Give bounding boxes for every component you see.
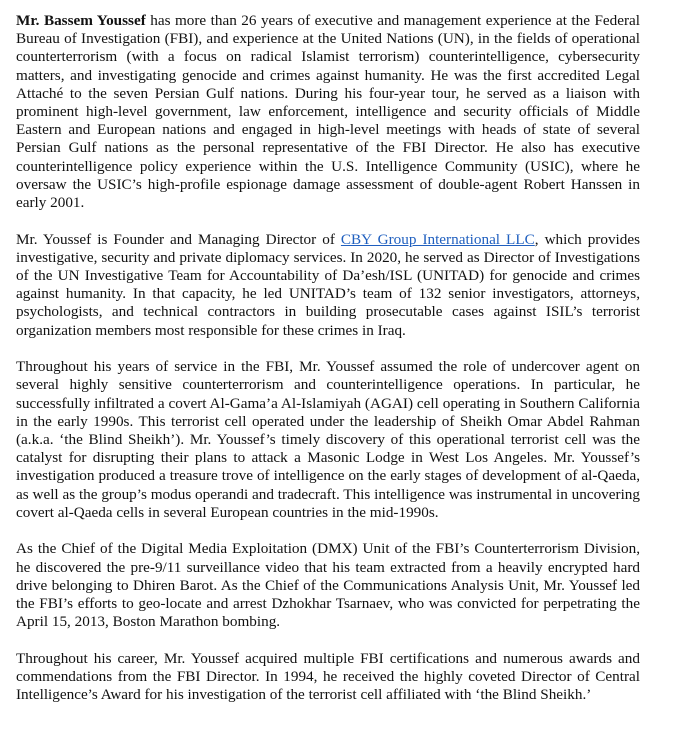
bio-paragraph-intro [16,12,640,212]
founder-text-after-link: , which provides investigative, security and private diplomacy services. In 2020, he served as Director of Investigations of the UN Investigative Team for Accountability of Da’esh/ISL (UNITAD) for genocide and crimes against humanity. In that capacity, he led UNITAD’s team of 132 senior investigators, attorneys, psychologists, and technical contractors in building prosecutable cases against ISIL’s terrorist organization members most responsible for these crimes in Iraq. [16,230,641,339]
awards-text: Throughout his career, Mr. Youssef acquired multiple FBI certifications and numerous awards and commendations from the FBI Director. In 1994, he received the highly coveted Director of Central Intelligence’s Award for his investigation of the terrorist cell affiliated with ‘the Blind Sheikh.’ [16,649,640,704]
bio-paragraph-dmx-unit [16,540,640,631]
undercover-text: Throughout his years of service in the FBI, Mr. Youssef assumed the role of undercover agent on several highly sensitive counterterrorism and counterintelligence operations. In particular, he successfully infiltrated a covert Al-Gama’a Al-Islamiyah (AGAI) cell operating in Southern California in the early 1990s. This terrorist cell operated under the leadership of Sheikh Omar Abdel Rahman (a.k.a. ‘the Blind Sheikh’). Mr. Youssef’s timely discovery of this operational terrorist cell was the catalyst for disrupting their plans to attack a Masonic Lodge in West Los Angeles. Mr. Youssef’s investigation produced a treasure trove of intelligence on the early stages of development of al-Qaeda, as well as the group’s modus operandi and tradecraft. This intelligence was instrumental in uncovering covert al-Qaeda cells in several European countries in the mid-1990s. [16,358,640,521]
dmx-unit-text: As the Chief of the Digital Media Exploitation (DMX) Unit of the FBI’s Counterterrorism Division, he discovered the pre-9/11 surveillance video that his team extracted from a heavily encrypted hard drive belonging to Dhiren Barot. As the Chief of the Communications Analysis Unit, Mr. Youssef led the FBI’s efforts to geo-locate and arrest Dzhokhar Tsarnaev, who was convicted for perpetrating the April 15, 2013, Boston Marathon bombing. [16,540,640,631]
bio-paragraph-founder [16,231,640,340]
bio-paragraph-awards [16,650,640,705]
company-link[interactable]: CBY Group International LLC [340,230,535,248]
biography-document [16,12,640,704]
intro-text: has more than 26 years of executive and management experience at the Federal Bureau of Investigation (FBI), and experience at the United Nations (UN), in the fields of operational counterterrorism (with a focus on radical Islamist terrorism) counterintelligence, cybersecurity matters, and investigating genocide and crimes against humanity. He was the first accredited Legal Attaché to the seven Persian Gulf nations. During his four-year tour, he served as a liaison with prominent high-level government, law enforcement, intelligence and security officials of Middle Eastern and European nations and engaged in high-level meetings with heads of state of several Persian Gulf nations as the personal representative of the FBI Director. He also has executive counterintelligence policy experience within the U.S. Intelligence Community (USIC), where he oversaw the USIC’s high-profile espionage damage assessment of double-agent Robert Hanssen in early 2001. [16,12,640,212]
founder-text-before-link: Mr. Youssef is Founder and Managing Director of [16,230,341,248]
person-name: Mr. Bassem Youssef [16,12,146,29]
bio-paragraph-undercover [16,358,640,522]
